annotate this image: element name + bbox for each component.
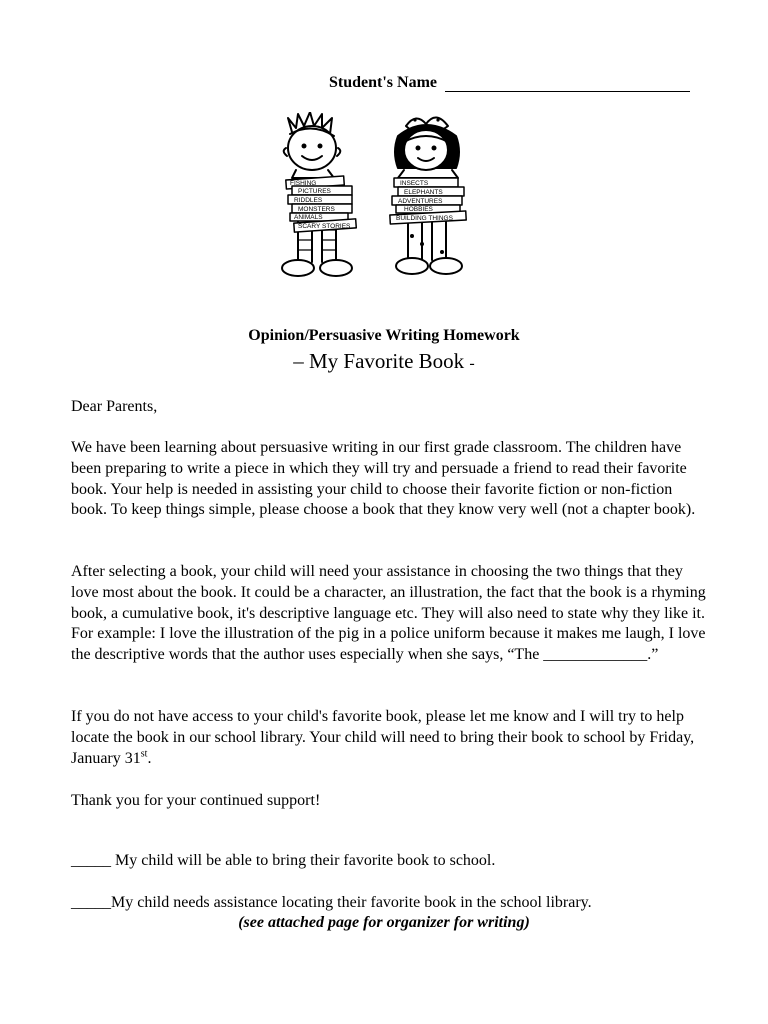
attached-page-note: (see attached page for organizer for writing) [238,914,530,931]
book-label: SCARY STORIES [298,223,351,230]
paragraph-2: After selecting a book, your child will need your assistance in choosing the two things that they love most about the book. It could be a character, an illustration, the fact that the book is a rhyming book, a cumulative book, it's descriptive language etc. They will also need to state why they like it. For example: I love the illustration of the pig in a police uniform because it makes me laugh, I love the descriptive words that the author uses especially when she says, “The _____________.” [71,563,706,664]
book-label: BUILDING THINGS [396,215,453,222]
page-title-text: My Favorite Book [309,349,465,373]
book-label: ADVENTURES [398,198,443,205]
student-name-line [329,74,729,92]
book-label: ANIMALS [294,214,323,221]
student-name-blank[interactable] [445,75,690,92]
page-title: – My Favorite Book - [293,349,475,373]
homework-heading: Opinion/Persuasive Writing Homework [248,327,520,344]
book-label: MONSTERS [298,206,335,213]
thank-you-line: Thank you for your continued support! [71,792,321,809]
book-label: RIDDLES [294,197,323,204]
option-bring-book[interactable]: _____ My child will be able to bring their favorite book to school. [71,852,496,869]
paragraph-3 [71,707,711,769]
student-name-label: Student's Name [329,74,438,91]
paragraph-3-text: If you do not have access to your child's favorite book, please let me know and I will try to help locate the book in our school library. Your child will need to bring their book to school by Friday, January 31 [71,708,695,767]
paragraph-1: We have been learning about persuasive writing in our first grade classroom. The children have been preparing to write a piece in which they will try and persuade a friend to read their favorite book. Your help is needed in assisting your child to choose their favorite fiction or non-fiction book. To keep things simple, please choose a book that they know very well (not a chapter book). [71,439,696,519]
book-label: HOBBIES [404,206,433,213]
two-kids-holding-books-illustration [276,112,492,282]
book-label: FISHING [290,180,317,187]
book-label: PICTURES [298,188,331,195]
book-label: ELEPHANTS [404,189,443,196]
date-suffix: st [140,748,148,760]
book-label: INSECTS [400,180,429,187]
greeting: Dear Parents, [71,398,158,415]
option-need-assistance[interactable]: _____My child needs assistance locating their favorite book in the school library. [71,894,592,911]
paragraph-3-end: . [147,749,152,767]
